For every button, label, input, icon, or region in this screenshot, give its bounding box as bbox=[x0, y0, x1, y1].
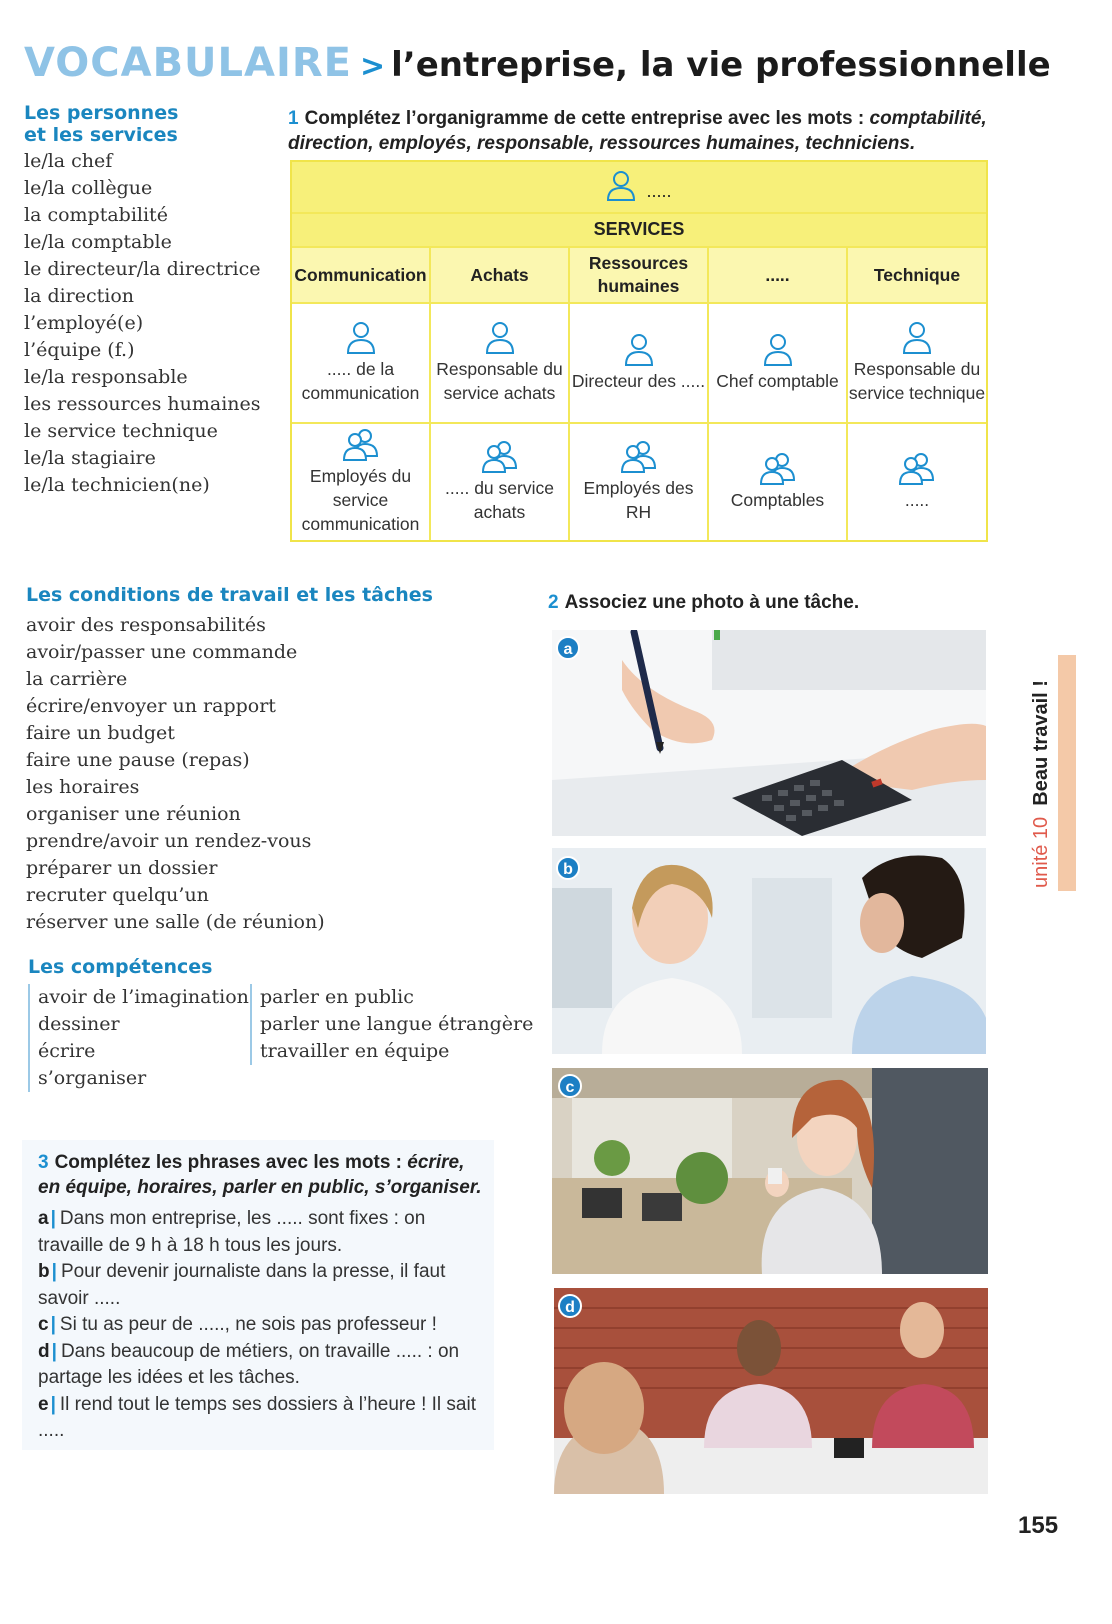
org-manager-cell bbox=[848, 304, 986, 422]
exercise3-heading bbox=[38, 1150, 488, 1200]
side-unit-label bbox=[1030, 680, 1053, 888]
list-item: avoir/passer une commande bbox=[26, 641, 298, 663]
list-item: la carrière bbox=[26, 668, 128, 690]
exercise2-number: 2 bbox=[548, 592, 559, 613]
org-manager-cell bbox=[431, 304, 570, 422]
org-staff-text[interactable]: ..... du service achats bbox=[445, 478, 554, 522]
list-item: parler une langue étrangère bbox=[260, 1013, 534, 1035]
photo-d-image bbox=[554, 1288, 988, 1494]
group-icon bbox=[619, 440, 659, 474]
list-item: s’organiser bbox=[38, 1067, 147, 1089]
sentence-text[interactable]: Dans beaucoup de métiers, on travaille ..... : on partage les idées et les tâches. bbox=[38, 1340, 460, 1388]
list-item: les ressources humaines bbox=[24, 393, 261, 415]
side-tab bbox=[1058, 655, 1076, 891]
list-item: le directeur/la directrice bbox=[24, 258, 261, 280]
competences-heading: Les compétences bbox=[28, 956, 213, 978]
page-number: 155 bbox=[1018, 1512, 1059, 1539]
list-item: organiser une réunion bbox=[26, 803, 241, 825]
person-icon bbox=[346, 321, 376, 355]
unit-number: unité 10 bbox=[1030, 816, 1052, 888]
list-item: parler en public bbox=[260, 986, 414, 1008]
org-staff-cell bbox=[292, 424, 431, 540]
sentence-text[interactable]: Dans mon entreprise, les ..... sont fixes : on travaille de 9 h à 18 h tous les jours. bbox=[38, 1208, 426, 1256]
list-item: écrire/envoyer un rapport bbox=[26, 695, 276, 717]
personnes-list bbox=[24, 148, 261, 499]
list-item: le/la stagiaire bbox=[24, 447, 156, 469]
org-managers-row bbox=[292, 304, 986, 424]
photo-c[interactable] bbox=[552, 1068, 988, 1274]
org-service-headers bbox=[292, 246, 986, 304]
sentence-letter: e bbox=[38, 1393, 49, 1415]
list-item: réserver une salle (de réunion) bbox=[26, 911, 325, 933]
list-item: recruter quelqu’un bbox=[26, 884, 209, 906]
photo-a-badge: a bbox=[556, 636, 580, 660]
org-manager-cell bbox=[709, 304, 848, 422]
exercise2-instruction: Associez une photo à une tâche. bbox=[564, 592, 860, 613]
org-services-label: SERVICES bbox=[292, 214, 986, 246]
org-direction-box bbox=[292, 162, 986, 214]
exercise2-heading bbox=[548, 590, 859, 615]
exercise1-instruction: Complétez l’organigramme de cette entreprise avec les mots : bbox=[304, 108, 865, 129]
vocabulary-label: VOCABULAIRE bbox=[24, 40, 352, 86]
org-manager-text: Responsable du service achats bbox=[436, 359, 563, 403]
org-staff-text: Employés du service communication bbox=[301, 466, 420, 534]
list-item: l’employé(e) bbox=[24, 312, 144, 334]
list-item: le/la chef bbox=[24, 150, 113, 172]
group-icon bbox=[480, 440, 520, 474]
sentence-letter: b bbox=[38, 1261, 50, 1282]
list-item: le service technique bbox=[24, 420, 218, 442]
competences-column-1 bbox=[28, 984, 249, 1092]
list-item: dessiner bbox=[38, 1013, 120, 1035]
list-item: avoir de l’imagination bbox=[38, 986, 249, 1008]
org-header-technique: Technique bbox=[873, 264, 961, 285]
list-item: l’équipe (f.) bbox=[24, 339, 135, 361]
sentence-item: c | Si tu as peur de ....., ne sois pas professeur ! bbox=[38, 1314, 437, 1335]
personnes-heading-line2: et les services bbox=[24, 124, 178, 146]
list-item: écrire bbox=[38, 1040, 96, 1062]
organigram bbox=[290, 160, 988, 542]
sentence-text[interactable]: Si tu as peur de ....., ne sois pas professeur ! bbox=[59, 1314, 437, 1335]
conditions-heading: Les conditions de travail et les tâches bbox=[26, 584, 433, 606]
sentence-text[interactable]: Pour devenir journaliste dans la presse, il faut savoir ..... bbox=[38, 1261, 446, 1309]
org-header-communication: Communication bbox=[292, 248, 431, 302]
list-item: le/la responsable bbox=[24, 366, 188, 388]
list-item: avoir des responsabilités bbox=[26, 614, 266, 636]
exercise3-number: 3 bbox=[38, 1152, 49, 1173]
list-item: travailler en équipe bbox=[260, 1040, 450, 1062]
personnes-heading bbox=[24, 102, 178, 146]
page-subtitle: l’entreprise, la vie professionnelle bbox=[391, 45, 1051, 85]
conditions-list bbox=[26, 612, 325, 936]
photo-c-image bbox=[552, 1068, 988, 1274]
org-staff-cell bbox=[709, 424, 848, 540]
list-item: préparer un dossier bbox=[26, 857, 218, 879]
exercise1-number: 1 bbox=[288, 108, 299, 129]
list-item: la comptabilité bbox=[24, 204, 168, 226]
unit-title: Beau travail ! bbox=[1030, 680, 1052, 806]
person-icon bbox=[902, 321, 932, 355]
list-item: faire un budget bbox=[26, 722, 175, 744]
sentence-item: a | Dans mon entreprise, les ..... sont fixes : on travaille de 9 h à 18 h tous les jours. bbox=[38, 1208, 426, 1256]
page-title bbox=[24, 40, 1051, 86]
list-item: prendre/avoir un rendez-vous bbox=[26, 830, 312, 852]
sentence-letter: d bbox=[38, 1340, 50, 1362]
photo-b-badge: b bbox=[556, 856, 580, 880]
personnes-heading-line1: Les personnes bbox=[24, 102, 179, 124]
list-item: le/la comptable bbox=[24, 231, 172, 253]
list-item: faire une pause (repas) bbox=[26, 749, 250, 771]
group-icon bbox=[897, 452, 937, 486]
org-staff-text: Employés des RH bbox=[583, 478, 694, 522]
exercise3-words-2: en équipe, horaires, parler en public, s’organiser. bbox=[38, 1177, 482, 1198]
org-header-achats: Achats bbox=[431, 248, 570, 302]
photo-a-image bbox=[552, 630, 986, 836]
photo-d-badge: d bbox=[558, 1294, 582, 1318]
photo-b[interactable] bbox=[552, 848, 986, 1054]
sentence-item: d | Dans beaucoup de métiers, on travaille ..... : on partage les idées et les tâches. bbox=[38, 1340, 460, 1388]
person-icon bbox=[763, 333, 793, 367]
group-icon bbox=[341, 428, 381, 462]
exercise1-heading bbox=[288, 106, 988, 156]
org-manager-text[interactable]: Directeur des ..... bbox=[571, 371, 706, 391]
org-manager-text: Responsable du service technique bbox=[848, 359, 986, 403]
photo-b-image bbox=[552, 848, 986, 1054]
org-staff-text: Comptables bbox=[730, 490, 825, 510]
org-direction-blank[interactable]: ..... bbox=[646, 180, 672, 201]
org-staff-text[interactable]: ..... bbox=[904, 490, 930, 510]
exercise1-words-2: direction, employés, responsable, ressources humaines, techniciens. bbox=[288, 133, 916, 154]
sentence-letter: c bbox=[38, 1314, 49, 1335]
photo-a[interactable] bbox=[552, 630, 986, 836]
org-header-rh: Ressources humaines bbox=[570, 248, 709, 302]
sentence-letter: a bbox=[38, 1208, 49, 1229]
person-icon bbox=[485, 321, 515, 355]
org-staff-cell bbox=[848, 424, 986, 540]
person-icon bbox=[606, 170, 636, 202]
person-icon bbox=[624, 333, 654, 367]
exercise3-instruction: Complétez les phrases avec les mots : bbox=[54, 1152, 403, 1173]
org-manager-text[interactable]: ..... de la communication bbox=[301, 359, 420, 403]
org-staff-row bbox=[292, 424, 986, 540]
org-header-blank[interactable]: ..... bbox=[709, 248, 848, 302]
exercise3-sentences bbox=[38, 1206, 488, 1445]
competences-column-2 bbox=[250, 984, 533, 1065]
org-staff-cell bbox=[570, 424, 709, 540]
list-item: le/la technicien(ne) bbox=[24, 474, 210, 496]
sentence-text[interactable]: Il rend tout le temps ses dossiers à l’heure ! Il sait ..... bbox=[38, 1393, 476, 1441]
sentence-item: b | Pour devenir journaliste dans la presse, il faut savoir ..... bbox=[38, 1261, 446, 1309]
arrow-icon: > bbox=[360, 49, 386, 84]
exercise1-words-1: comptabilité, bbox=[869, 108, 987, 129]
org-manager-cell bbox=[292, 304, 431, 422]
list-item: le/la collègue bbox=[24, 177, 153, 199]
list-item: la direction bbox=[24, 285, 135, 307]
exercise3-words-1: écrire, bbox=[407, 1152, 465, 1173]
photo-d[interactable] bbox=[554, 1288, 988, 1494]
photo-c-badge: c bbox=[558, 1074, 582, 1098]
list-item: les horaires bbox=[26, 776, 140, 798]
org-manager-cell bbox=[570, 304, 709, 422]
group-icon bbox=[758, 452, 798, 486]
sentence-item: e | Il rend tout le temps ses dossiers à l’heure ! Il sait ..... bbox=[38, 1393, 476, 1441]
org-staff-cell bbox=[431, 424, 570, 540]
org-manager-text: Chef comptable bbox=[716, 371, 839, 391]
